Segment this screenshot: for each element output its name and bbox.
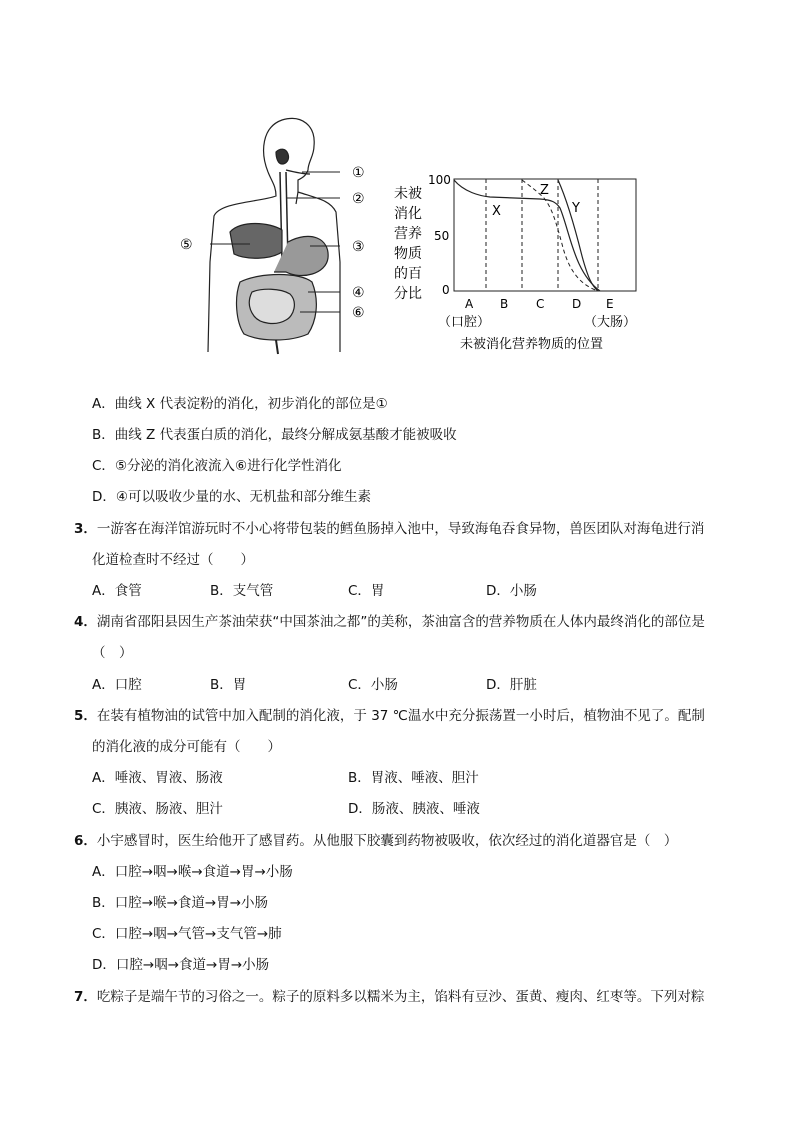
q5-option-b: B．胃液、唾液、胆汁 [348, 770, 479, 786]
option-text: ⑤分泌的消化液流入⑥进行化学性消化 [114, 458, 342, 474]
question-number: 6． [74, 833, 97, 849]
option-key: D． [92, 489, 116, 505]
q4-option-d: D．肝脏 [486, 677, 537, 693]
q6-option-b: B．口腔→喉→食道→胃→小肠 [92, 895, 269, 911]
q4-stem-line2: （ ） [92, 645, 133, 661]
chart-ytick-100: 100 [428, 173, 451, 187]
option-text: 曲线 Z 代表蛋白质的消化，最终分解成氨基酸才能被吸收 [114, 427, 457, 443]
chart-xtick-d: D [572, 297, 582, 311]
question-text: 吃粽子是端午节的习俗之一。粽子的原料多以糯米为主，馅料有豆沙、蛋黄、瘦肉、红枣等。下列对粽 [96, 989, 705, 1005]
q5-option-c: C．胰液、肠液、胆汁 [92, 801, 223, 817]
question-number: 5． [74, 708, 97, 724]
q3-option-c: C．胃 [348, 583, 385, 599]
chart-curve-z [522, 180, 598, 291]
q3-stem-line1 [74, 520, 704, 538]
chart-ylabel-5: 的百 [394, 266, 422, 282]
chart-ytick-0: 0 [442, 283, 450, 297]
option-text: 曲线 X 代表淀粉的消化，初步消化的部位是① [114, 396, 388, 412]
q5-option-d: D．肠液、胰液、唾液 [348, 801, 480, 817]
option-text: ④可以吸收少量的水、无机盐和部分维生素 [115, 489, 372, 505]
chart-xsub-mouth: （口腔） [438, 315, 491, 330]
body-label-5: ⑤ [180, 237, 193, 253]
q2-option-c [92, 457, 342, 475]
q5-option-a: A．唾液、胃液、肠液 [92, 770, 223, 786]
chart-xtick-e: E [606, 297, 614, 311]
q5-stem-line1 [74, 707, 705, 725]
body-label-1: ① [352, 165, 365, 181]
chart-curve-y [558, 180, 598, 291]
chart-curve-label-z: Z [540, 183, 549, 198]
body-label-3: ③ [352, 239, 365, 255]
q5-stem-line2: 的消化液的成分可能有（ ） [92, 739, 281, 755]
question-text: 在装有植物油的试管中加入配制的消化液，于 37 ℃温水中充分振荡置一小时后，植物油不见了。配制 [96, 708, 705, 724]
option-key: B． [92, 427, 115, 443]
question-number: 4． [74, 614, 97, 630]
body-label-4: ④ [352, 285, 365, 301]
chart-curve-label-x: X [492, 204, 501, 219]
chart-ylabel-4: 物质 [394, 246, 422, 262]
q4-option-b: B．胃 [210, 677, 247, 693]
q3-option-a: A．食管 [92, 583, 142, 599]
chart-xtick-b: B [500, 297, 509, 311]
human-digestive-diagram [208, 118, 340, 354]
chart-curve-label-y: Y [572, 201, 580, 216]
q2-option-d [92, 488, 371, 506]
chart-ylabel-2: 消化 [394, 206, 422, 222]
question-text: 小宇感冒时，医生给他开了感冒药。从他服下胶囊到药物被吸收，依次经过的消化道器官是（ ） [96, 833, 678, 849]
q6-option-c: C．口腔→咽→气管→支气管→肺 [92, 926, 282, 942]
question-number: 3． [74, 521, 97, 537]
option-key: C． [92, 458, 115, 474]
question-text: 湖南省邵阳县因生产茶油荣获“中国茶油之都”的美称，茶油富含的营养物质在人体内最终消化的部位是 [96, 614, 705, 630]
chart-ytick-50: 50 [434, 229, 450, 243]
q6-stem-line1 [74, 832, 677, 850]
q4-option-c: C．小肠 [348, 677, 398, 693]
q4-stem-line1 [74, 613, 705, 631]
chart-xtick-c: C [536, 297, 545, 311]
q7-stem-line1 [74, 988, 704, 1006]
q3-option-b: B．支气管 [210, 583, 274, 599]
chart-ylabel-6: 分比 [394, 286, 422, 302]
q2-option-b [92, 426, 457, 444]
body-label-6: ⑥ [352, 305, 365, 321]
question-text: 一游客在海洋馆游玩时不小心将带包装的鳕鱼肠掉入池中，导致海龟吞食异物，兽医团队对海龟进行消 [96, 521, 705, 537]
chart-xsub-large-intestine: （大肠） [584, 315, 637, 330]
q6-option-d: D．口腔→咽→食道→胃→小肠 [92, 957, 270, 973]
question-number: 7． [74, 989, 97, 1005]
digestion-chart [394, 173, 636, 352]
option-key: A． [92, 396, 115, 412]
q3-option-d: D．小肠 [486, 583, 537, 599]
q2-option-a [92, 395, 388, 413]
chart-caption: 未被消化营养物质的位置 [460, 337, 604, 352]
chart-ylabel-3: 营养 [394, 226, 422, 242]
body-label-2: ② [352, 191, 365, 207]
chart-curve-x [454, 180, 600, 291]
q4-option-a: A．口腔 [92, 677, 142, 693]
figure-svg [180, 112, 650, 362]
q6-option-a: A．口腔→咽→喉→食道→胃→小肠 [92, 864, 293, 880]
chart-ylabel-1: 未被 [394, 186, 422, 202]
digestive-figure [180, 112, 650, 362]
q3-stem-line2: 化道检查时不经过（ ） [92, 552, 254, 568]
chart-xtick-a: A [465, 297, 474, 311]
